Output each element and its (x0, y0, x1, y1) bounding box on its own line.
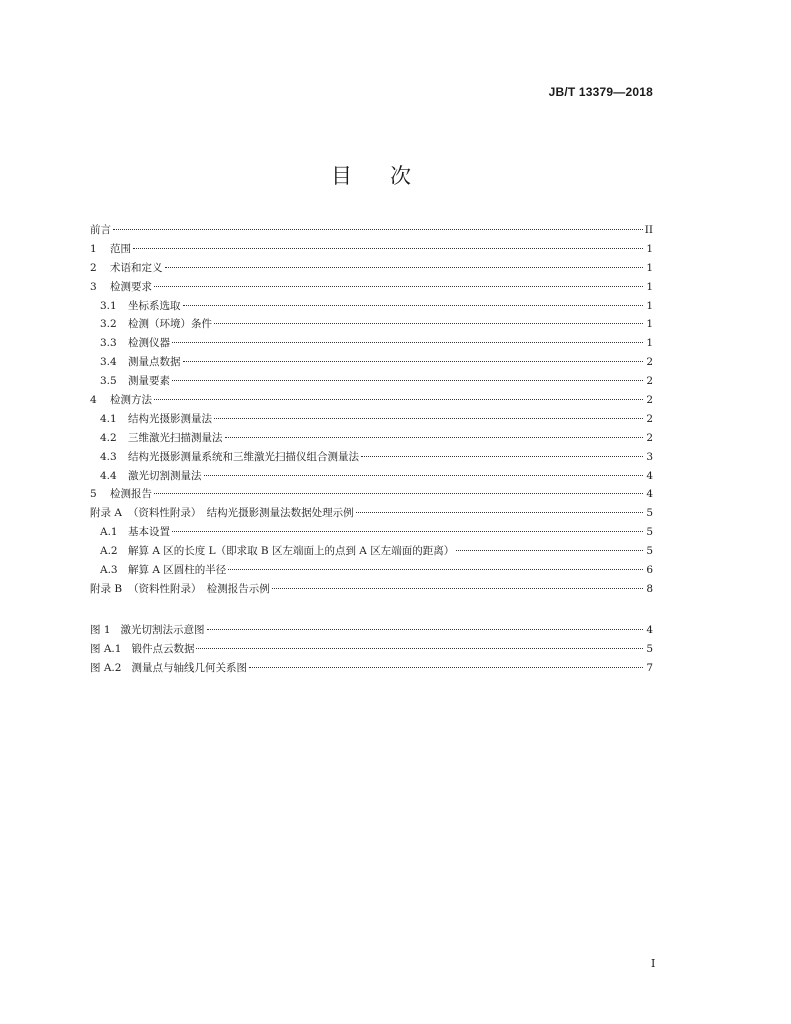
entry-label: 前言 (90, 224, 111, 236)
entry-label: 激光切割法示意图 (120, 623, 205, 636)
dot-leader (207, 629, 643, 630)
entry-page-number: 1 (646, 299, 653, 312)
entry-number: 4 (90, 394, 97, 407)
entry-page-number: 4 (646, 488, 653, 501)
dot-leader (172, 342, 643, 343)
entry-label: 基本设置 (128, 526, 170, 539)
entry-page-number: 5 (646, 545, 653, 558)
dot-leader (356, 512, 643, 513)
figure-entry[interactable] (90, 640, 653, 659)
toc-entry[interactable] (90, 485, 653, 504)
page-title: 目次 (331, 164, 449, 188)
dot-leader (113, 229, 643, 230)
dot-leader (225, 437, 644, 438)
toc-entry[interactable] (90, 240, 653, 259)
entry-label: 检测方法 (110, 394, 152, 407)
toc-entry[interactable] (90, 278, 653, 297)
entry-page-number: 3 (646, 450, 653, 463)
dot-leader (249, 667, 643, 668)
entry-page-number: 2 (646, 356, 653, 369)
dot-leader (154, 286, 643, 287)
entry-number: 图 1 (90, 623, 111, 636)
entry-page-number: 1 (646, 261, 653, 274)
figure-entry[interactable] (90, 621, 653, 640)
table-of-contents (90, 221, 653, 677)
entry-page-number: 8 (646, 582, 653, 595)
dot-leader (154, 493, 643, 494)
entry-label: 检测报告 (110, 488, 152, 501)
entry-label: （资料性附录） 检测报告示例 (128, 582, 270, 595)
entry-number: 图 A.1 (90, 642, 122, 655)
entry-page-number: 4 (646, 469, 653, 482)
entry-number: 附录 A (90, 507, 122, 520)
entry-page-number: II (644, 224, 653, 236)
entry-number: 4.2 (100, 431, 117, 444)
entry-label: 范围 (110, 242, 131, 255)
entry-number: 5 (90, 488, 97, 501)
toc-entries (90, 221, 653, 599)
toc-entry[interactable] (90, 561, 653, 580)
toc-divider (90, 599, 653, 621)
entry-page-number: 1 (646, 318, 653, 331)
entry-label: 测量点数据 (128, 356, 181, 369)
entry-page-number: 6 (646, 564, 653, 577)
entry-number: 3.2 (100, 318, 117, 331)
dot-leader (172, 380, 643, 381)
document-code: JB/T 13379—2018 (548, 85, 653, 99)
entry-number: 4.1 (100, 412, 117, 425)
entry-number: 3.3 (100, 337, 117, 350)
entry-label: （资料性附录） 结构光摄影测量法数据处理示例 (127, 507, 354, 520)
entry-page-number: 1 (646, 242, 653, 255)
entry-number: A.3 (100, 564, 118, 577)
entry-page-number: 2 (646, 394, 653, 407)
entry-label: 三维激光扫描测量法 (128, 431, 223, 444)
entry-page-number: 5 (646, 507, 653, 520)
dot-leader (133, 248, 643, 249)
dot-leader (154, 399, 643, 400)
entry-page-number: 7 (646, 661, 653, 674)
toc-entry[interactable] (90, 542, 653, 561)
toc-entry[interactable] (90, 504, 653, 523)
entry-page-number: 2 (646, 412, 653, 425)
dot-leader (214, 418, 643, 419)
entry-label: 检测（环境）条件 (128, 318, 212, 331)
entry-label: 解算 A 区的长度 L（即求取 B 区左端面上的点到 A 区左端面的距离） (128, 545, 455, 558)
entry-label: 结构光摄影测量系统和三维激光扫描仪组合测量法 (128, 450, 359, 463)
toc-entry[interactable] (90, 259, 653, 278)
entry-number: A.1 (100, 526, 118, 539)
entry-number: 3.1 (100, 299, 117, 312)
toc-entry[interactable] (90, 391, 653, 410)
entry-number: 图 A.2 (90, 661, 122, 674)
dot-leader (165, 267, 644, 268)
entry-label: 结构光摄影测量法 (128, 412, 212, 425)
entry-page-number: 1 (646, 337, 653, 350)
toc-entry[interactable] (90, 372, 653, 391)
entry-label: 解算 A 区圆柱的半径 (128, 564, 227, 577)
page-number: I (651, 957, 656, 970)
dot-leader (361, 456, 643, 457)
toc-entry[interactable] (90, 334, 653, 353)
dot-leader (214, 323, 643, 324)
entry-label: 锻件点云数据 (131, 642, 195, 655)
toc-entry[interactable] (90, 448, 653, 467)
entry-label: 坐标系选取 (128, 299, 181, 312)
entry-number: 2 (90, 261, 97, 274)
entry-page-number: 5 (646, 526, 653, 539)
toc-entry[interactable] (90, 221, 653, 240)
dot-leader (172, 531, 643, 532)
toc-entry[interactable] (90, 315, 653, 334)
dot-leader (228, 569, 643, 570)
entry-number: 1 (90, 242, 97, 255)
dot-leader (204, 475, 644, 476)
toc-entry[interactable] (90, 429, 653, 448)
toc-entry[interactable] (90, 297, 653, 316)
entry-number: 4.3 (100, 450, 117, 463)
entry-number: 附录 B (90, 582, 123, 595)
entry-page-number: 1 (646, 280, 653, 293)
entry-number: 3.4 (100, 356, 117, 369)
entry-label: 测量点与轴线几何关系图 (131, 661, 247, 674)
entry-number: 4.4 (100, 469, 117, 482)
figure-list (90, 621, 653, 678)
dot-leader (272, 588, 643, 589)
dot-leader (196, 648, 643, 649)
entry-page-number: 4 (646, 623, 653, 636)
figure-entry[interactable] (90, 659, 653, 678)
dot-leader (456, 550, 643, 551)
entry-label: 测量要素 (128, 375, 170, 388)
entry-label: 检测仪器 (128, 337, 170, 350)
entry-label: 术语和定义 (110, 261, 163, 274)
toc-entry[interactable] (90, 410, 653, 429)
dot-leader (183, 361, 644, 362)
entry-number: 3.5 (100, 375, 117, 388)
entry-number: A.2 (100, 545, 118, 558)
entry-page-number: 2 (646, 375, 653, 388)
toc-entry[interactable] (90, 353, 653, 372)
entry-page-number: 2 (646, 431, 653, 444)
toc-entry[interactable] (90, 467, 653, 486)
entry-label: 激光切割测量法 (128, 469, 202, 482)
entry-label: 检测要求 (110, 280, 152, 293)
entry-number: 3 (90, 280, 97, 293)
toc-entry[interactable] (90, 523, 653, 542)
toc-entry[interactable] (90, 580, 653, 599)
dot-leader (183, 305, 644, 306)
entry-page-number: 5 (646, 642, 653, 655)
